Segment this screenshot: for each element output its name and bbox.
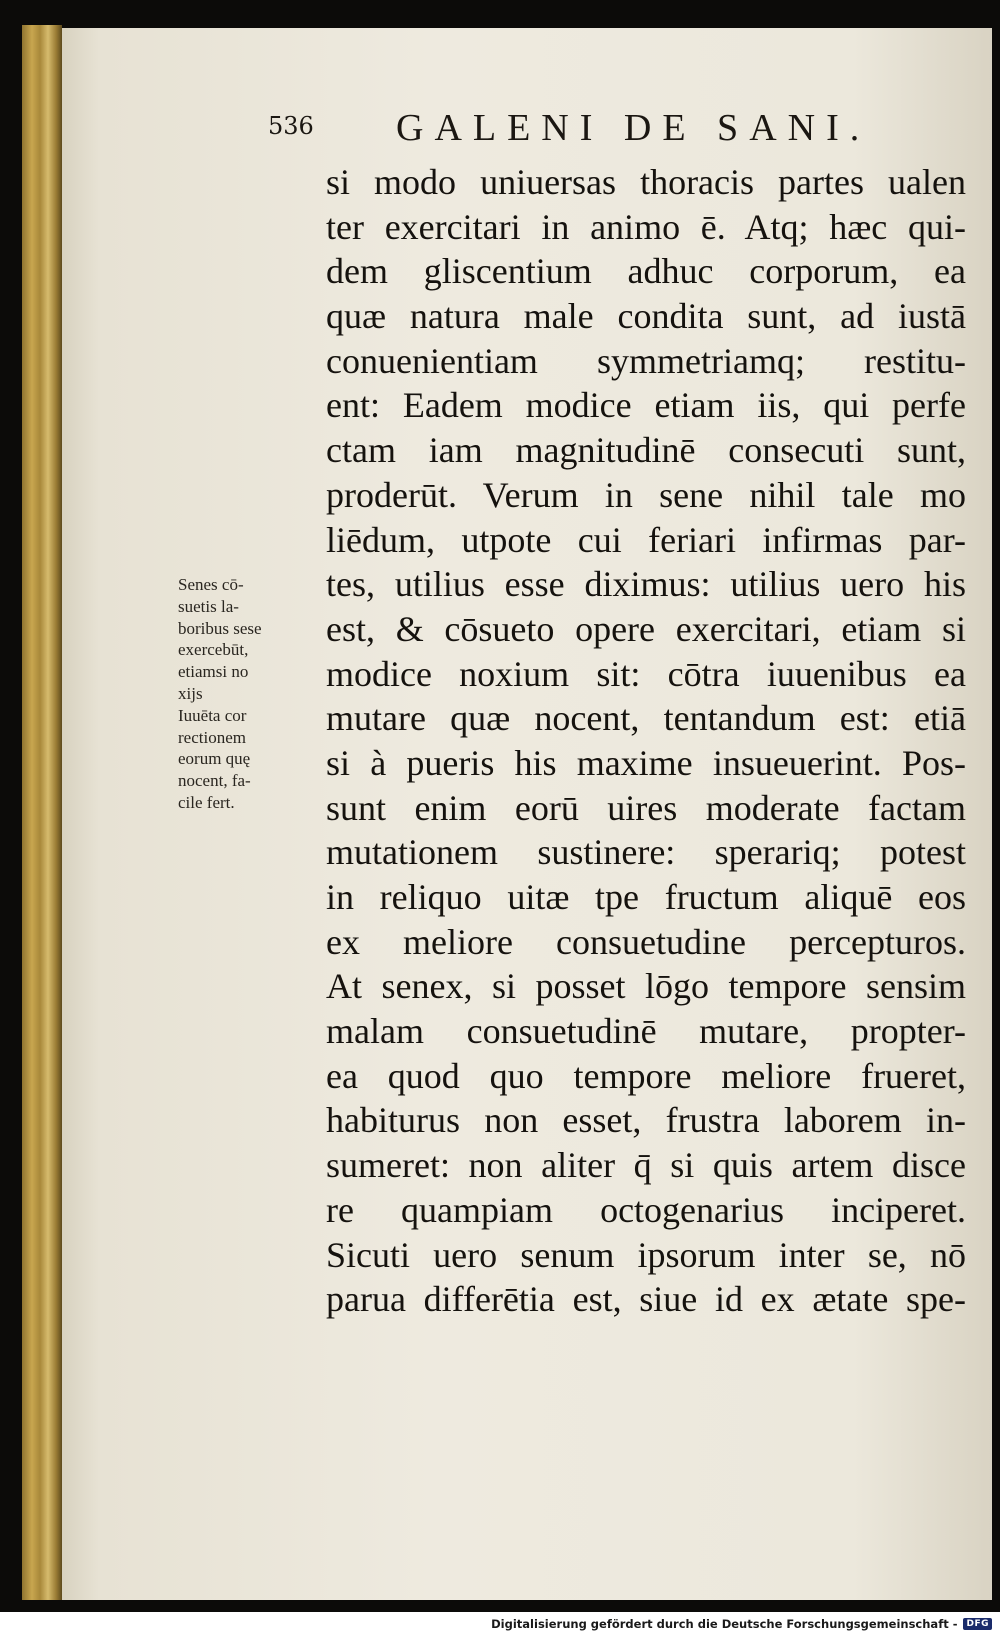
text-line: ent: Eadem modice etiam iis, qui perfe	[326, 385, 966, 426]
page-header	[268, 106, 908, 158]
text-line: proderūt. Verum in sene nihil tale mo	[326, 474, 966, 515]
marginal-note-line: Iuuēta cor	[178, 705, 247, 725]
marginal-note-line: suetis la-	[178, 596, 239, 616]
text-line: si modo uniuersas thoracis partes ualen	[326, 162, 966, 202]
marginal-note-line: exercebūt,	[178, 640, 249, 660]
text-line: in reliquo uitæ tpe fructum aliquē eos	[326, 877, 966, 917]
text-line: ctam iam magnitudinē consecuti sunt,	[326, 430, 966, 471]
marginal-notes	[178, 574, 324, 814]
text-line: tes, utilius esse diximus: utilius uero his	[326, 564, 966, 605]
running-head: GALENI DE SANI.	[396, 107, 871, 149]
marginal-note-line: etiamsi no	[178, 662, 249, 682]
text-line: mutationem sustinere: sperariq; potest	[326, 832, 966, 873]
marginal-note-line: eorum quę	[178, 749, 251, 769]
book-page-edges	[22, 25, 62, 1600]
text-line: habiturus non esset, frustra laborem in-	[326, 1100, 966, 1141]
marginal-note-line: cile fert.	[178, 792, 235, 812]
marginal-note-line: boribus sese	[178, 618, 262, 638]
text-line: Sicuti uero senum ipsorum inter se, nō	[326, 1234, 966, 1275]
text-line: est, & cōsueto opere exercitari, etiam si	[326, 608, 966, 649]
text-line: si à pueris his maxime insueuerint. Pos-	[326, 742, 966, 783]
text-line: conuenientiam symmetriamq; restitu-	[326, 340, 966, 381]
text-line: sunt enim eorū uires moderate factam	[326, 787, 966, 828]
text-line: ex meliore consuetudine percepturos.	[326, 921, 966, 962]
text-line: dem gliscentium adhuc corporum, ea	[326, 251, 966, 292]
text-line: At senex, si posset lōgo tempore sensim	[326, 966, 966, 1007]
dfg-logo-icon: DFG	[963, 1618, 992, 1630]
footer	[491, 1615, 992, 1633]
text-line: liēdum, utpote cui feriari infirmas par-	[326, 519, 966, 560]
text-line: sumeret: non aliter q̄ si quis artem disce	[326, 1145, 966, 1186]
marginal-note-line: Senes cō-	[178, 575, 244, 594]
marginal-note-line: nocent, fa-	[178, 771, 251, 791]
text-line: ea quod quo tempore meliore frueret,	[326, 1055, 966, 1096]
text-line: re quampiam octogenarius inciperet.	[326, 1189, 966, 1230]
text-line: parua differētia est, siue id ex ætate spe-	[326, 1279, 966, 1320]
text-line: quæ natura male condita sunt, ad iustā	[326, 296, 966, 337]
marginal-note-line: xijs	[178, 683, 203, 703]
text-line: malam consuetudinē mutare, propter-	[326, 1011, 966, 1052]
footer-credit: Digitalisierung gefördert durch die Deutsche Forschungsgemeinschaft -	[491, 1617, 958, 1631]
text-line: mutare quæ nocent, tentandum est: etiā	[326, 698, 966, 739]
page-number: 536	[268, 112, 314, 140]
marginal-note-line: rectionem	[178, 727, 246, 747]
text-line: ter exercitari in animo ē. Atq; hæc qui-	[326, 206, 966, 247]
body-text	[326, 160, 966, 1322]
text-line: modice noxium sit: cōtra iuuenibus ea	[326, 653, 966, 694]
